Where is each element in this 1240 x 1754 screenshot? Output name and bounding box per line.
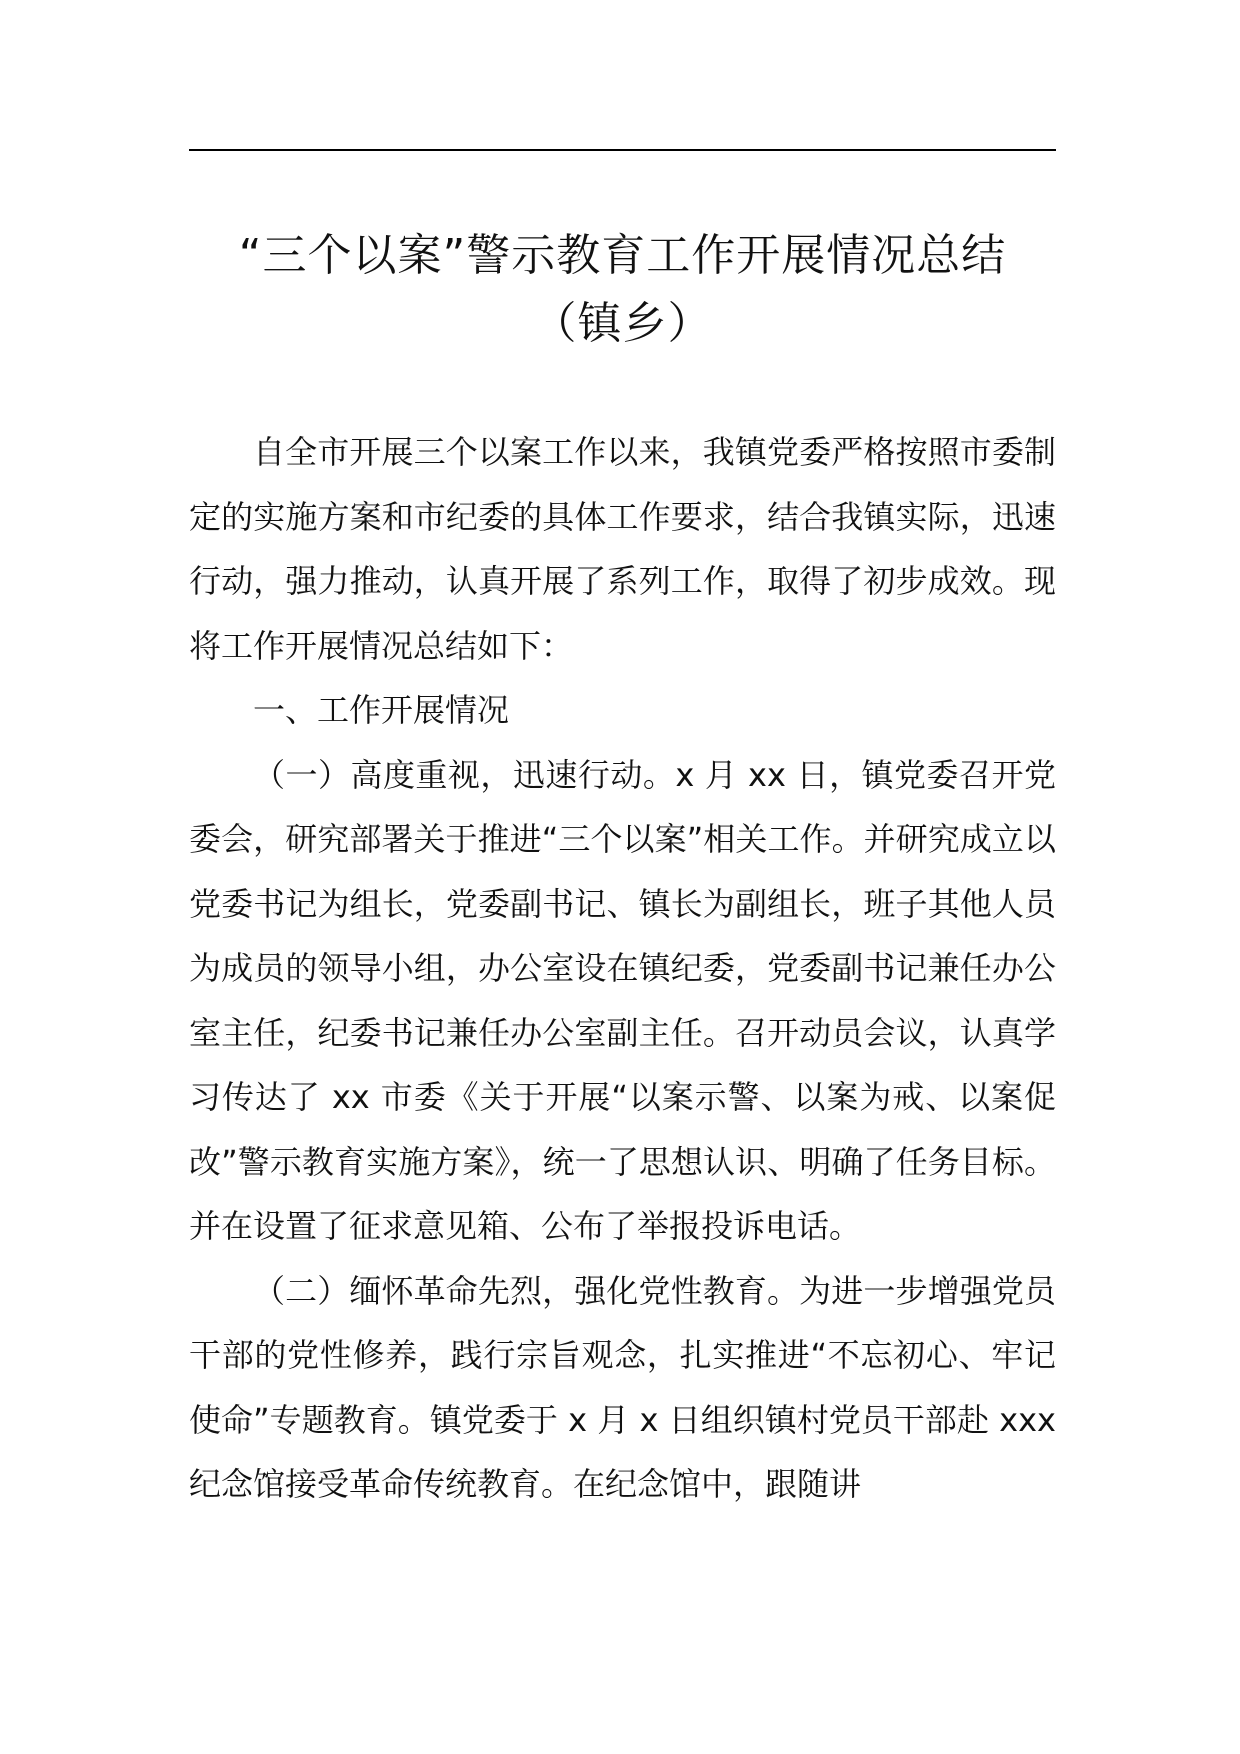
- paragraph-section-1-2: （二）缅怀革命先烈，强化党性教育。为进一步增强党员干部的党性修养，践行宗旨观念，扎实推进“不忘初心、牢记使命”专题教育。镇党委于 x 月 x 日组织镇村党员干部赴 xxx 纪念馆接受革命传统教育。在纪念馆中，跟随讲: [189, 1271, 1056, 1503]
- paragraph-section-1-1: （一）高度重视，迅速行动。x 月 xx 日，镇党委召开党委会，研究部署关于推进“三个以案”相关工作。并研究成立以党委书记为组长，党委副书记、镇长为副组长，班子其他人员为成员的领导小组，办公室设在镇纪委，党委副书记兼任办公室主任，纪委书记兼任办公室副主任。召开动员会议，认真学习传达了 xx 市委《关于开展“以案示警、以案为戒、以案促改”警示教育实施方案》，统一了思想认识、明确了任务目标。并在设置了征求意见箱、公布了举报投诉电话。: [189, 755, 1056, 1245]
- title-line-2: （镇乡）: [532, 298, 713, 349]
- document-body: [189, 420, 1056, 1517]
- section-heading-1: 一、工作开展情况: [253, 691, 510, 729]
- paragraph-intro: 自全市开展三个以案工作以来，我镇党委严格按照市委制定的实施方案和市纪委的具体工作要求，结合我镇实际，迅速行动，强力推动，认真开展了系列工作，取得了初步成效。现将工作开展情况总结如下：: [189, 433, 1056, 665]
- document-title: [189, 222, 1056, 358]
- title-line-1: “三个以案”警示教育工作开展情况总结: [238, 230, 1007, 281]
- header-rule: [189, 149, 1056, 151]
